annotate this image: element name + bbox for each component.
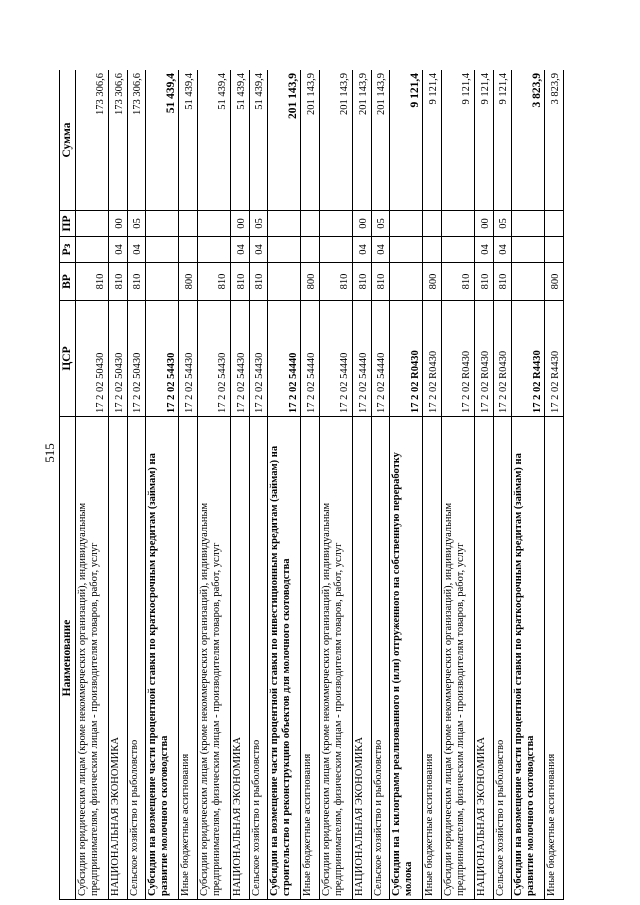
cell-rz (268, 237, 301, 263)
cell-rz (423, 237, 442, 263)
cell-csr: 17 2 02 54440 (301, 301, 320, 417)
cell-vr: 810 (493, 263, 512, 301)
cell-pr: 00 (353, 211, 372, 237)
table-row (127, 70, 146, 900)
cell-sum: 9 121,4 (423, 70, 442, 211)
cell-rz: 04 (475, 237, 494, 263)
cell-sum: 51 439,4 (197, 70, 230, 211)
cell-sum: 9 121,4 (441, 70, 474, 211)
cell-rz (319, 237, 352, 263)
table-row (179, 70, 198, 900)
cell-sum: 201 143,9 (268, 70, 301, 211)
cell-vr (146, 263, 179, 301)
cell-csr: 17 2 02 R0430 (493, 301, 512, 417)
cell-vr: 800 (301, 263, 320, 301)
cell-name: Субсидии юридическим лицам (кроме некоммерческих организаций), индивидуальным предпринимателям, физическим лицам - производителям товаров, работ, услуг (75, 417, 108, 900)
header-pr: ПР (60, 211, 76, 237)
cell-csr: 17 2 02 50430 (109, 301, 128, 417)
cell-name: Субсидии юридическим лицам (кроме некоммерческих организаций), индивидуальным предпринимателям, физическим лицам - производителям товаров, работ, услуг (197, 417, 230, 900)
table-row (353, 70, 372, 900)
table-row (75, 70, 108, 900)
cell-vr: 810 (109, 263, 128, 301)
cell-sum: 9 121,4 (493, 70, 512, 211)
cell-pr (441, 211, 474, 237)
cell-csr: 17 2 02 54430 (179, 301, 198, 417)
cell-rz (197, 237, 230, 263)
cell-pr (197, 211, 230, 237)
header-vr: ВР (60, 263, 76, 301)
cell-name: НАЦИОНАЛЬНАЯ ЭКОНОМИКА (109, 417, 128, 900)
table-row (301, 70, 320, 900)
cell-name: Субсидии на возмещение части процентной ставки по краткосрочным кредитам (займам) на развитие молочного скотоводства (146, 417, 179, 900)
cell-csr: 17 2 02 54430 (197, 301, 230, 417)
cell-sum: 3 823,9 (545, 70, 564, 211)
cell-csr: 17 2 02 50430 (127, 301, 146, 417)
cell-name: Субсидии юридическим лицам (кроме некоммерческих организаций), индивидуальным предпринимателям, физическим лицам - производителям товаров, работ, услуг (441, 417, 474, 900)
cell-vr: 800 (545, 263, 564, 301)
cell-sum: 173 306,6 (109, 70, 128, 211)
cell-pr (512, 211, 545, 237)
table-row (512, 70, 545, 900)
cell-vr: 810 (249, 263, 268, 301)
table-row (146, 70, 179, 900)
table-header-row (60, 70, 76, 900)
budget-table (59, 70, 564, 900)
cell-pr: 05 (371, 211, 390, 237)
cell-rz: 04 (231, 237, 250, 263)
table-row (268, 70, 301, 900)
cell-pr: 05 (249, 211, 268, 237)
cell-rz (512, 237, 545, 263)
cell-pr (390, 211, 423, 237)
cell-name: Иные бюджетные ассигнования (301, 417, 320, 900)
header-csr: ЦСР (60, 301, 76, 417)
cell-rz: 04 (371, 237, 390, 263)
cell-sum: 201 143,9 (371, 70, 390, 211)
table-row (197, 70, 230, 900)
rotated-table (59, 70, 564, 900)
cell-vr (268, 263, 301, 301)
budget-table-container (59, 70, 564, 900)
table-row (319, 70, 352, 900)
cell-sum: 51 439,4 (231, 70, 250, 211)
cell-vr: 810 (75, 263, 108, 301)
cell-rz: 04 (493, 237, 512, 263)
cell-vr (390, 263, 423, 301)
cell-vr: 810 (319, 263, 352, 301)
header-rz: Рз (60, 237, 76, 263)
table-body (75, 70, 563, 900)
cell-sum: 201 143,9 (319, 70, 352, 211)
cell-csr: 17 2 02 R0430 (390, 301, 423, 417)
cell-pr: 00 (231, 211, 250, 237)
cell-csr: 17 2 02 R4430 (545, 301, 564, 417)
cell-name: НАЦИОНАЛЬНАЯ ЭКОНОМИКА (475, 417, 494, 900)
cell-rz (545, 237, 564, 263)
cell-vr: 800 (179, 263, 198, 301)
cell-pr: 00 (475, 211, 494, 237)
cell-sum: 51 439,4 (179, 70, 198, 211)
cell-csr: 17 2 02 54430 (146, 301, 179, 417)
cell-name: Сельское хозяйство и рыболовство (249, 417, 268, 900)
cell-name: Сельское хозяйство и рыболовство (127, 417, 146, 900)
cell-csr: 17 2 02 54430 (231, 301, 250, 417)
cell-csr: 17 2 02 50430 (75, 301, 108, 417)
table-row (475, 70, 494, 900)
header-name: Наименование (60, 417, 76, 900)
cell-name: Субсидии на возмещение части процентной ставки по краткосрочным кредитам (займам) на развитие молочного скотоводства (512, 417, 545, 900)
cell-pr (268, 211, 301, 237)
cell-name: Иные бюджетные ассигнования (179, 417, 198, 900)
cell-rz (301, 237, 320, 263)
cell-rz (441, 237, 474, 263)
table-row (249, 70, 268, 900)
cell-rz (146, 237, 179, 263)
cell-sum: 9 121,4 (390, 70, 423, 211)
cell-sum: 173 306,6 (127, 70, 146, 211)
cell-rz: 04 (127, 237, 146, 263)
cell-name: Субсидии юридическим лицам (кроме некоммерческих организаций), индивидуальным предпринимателям, физическим лицам - производителям товаров, работ, услуг (319, 417, 352, 900)
table-row (231, 70, 250, 900)
cell-csr: 17 2 02 54440 (353, 301, 372, 417)
cell-vr: 810 (231, 263, 250, 301)
cell-csr: 17 2 02 54440 (371, 301, 390, 417)
table-row (493, 70, 512, 900)
cell-name: НАЦИОНАЛЬНАЯ ЭКОНОМИКА (231, 417, 250, 900)
cell-pr (301, 211, 320, 237)
cell-rz (390, 237, 423, 263)
cell-name: Иные бюджетные ассигнования (423, 417, 442, 900)
cell-sum: 9 121,4 (475, 70, 494, 211)
cell-vr: 810 (127, 263, 146, 301)
cell-vr: 810 (197, 263, 230, 301)
cell-pr (146, 211, 179, 237)
cell-name: Сельское хозяйство и рыболовство (493, 417, 512, 900)
cell-rz: 04 (249, 237, 268, 263)
table-row (441, 70, 474, 900)
cell-name: Субсидии на возмещение части процентной ставки по инвестиционным кредитам (займам) на строительство и реконструкцию объектов для молочного скотоводства (268, 417, 301, 900)
cell-sum: 173 306,6 (75, 70, 108, 211)
cell-rz (179, 237, 198, 263)
cell-sum: 51 439,4 (249, 70, 268, 211)
cell-vr: 800 (423, 263, 442, 301)
cell-csr: 17 2 02 54440 (268, 301, 301, 417)
cell-pr: 05 (127, 211, 146, 237)
cell-rz: 04 (109, 237, 128, 263)
cell-pr (545, 211, 564, 237)
cell-pr (423, 211, 442, 237)
cell-vr: 810 (475, 263, 494, 301)
cell-vr (512, 263, 545, 301)
cell-vr: 810 (371, 263, 390, 301)
cell-sum: 51 439,4 (146, 70, 179, 211)
cell-csr: 17 2 02 R0430 (423, 301, 442, 417)
cell-rz: 04 (353, 237, 372, 263)
cell-pr (319, 211, 352, 237)
cell-csr: 17 2 02 54430 (249, 301, 268, 417)
header-sum: Сумма (60, 70, 76, 211)
table-row (545, 70, 564, 900)
table-row (371, 70, 390, 900)
cell-name: Сельское хозяйство и рыболовство (371, 417, 390, 900)
cell-sum: 201 143,9 (353, 70, 372, 211)
cell-pr: 00 (109, 211, 128, 237)
cell-name: Иные бюджетные ассигнования (545, 417, 564, 900)
cell-pr: 05 (493, 211, 512, 237)
cell-sum: 201 143,9 (301, 70, 320, 211)
cell-rz (75, 237, 108, 263)
table-row (109, 70, 128, 900)
cell-sum: 3 823,9 (512, 70, 545, 211)
cell-csr: 17 2 02 R0430 (441, 301, 474, 417)
cell-pr (179, 211, 198, 237)
table-row (423, 70, 442, 900)
cell-csr: 17 2 02 R4430 (512, 301, 545, 417)
cell-csr: 17 2 02 R0430 (475, 301, 494, 417)
cell-name: Субсидии на 1 килограмм реализованного и (или) отгруженного на собственную переработку молока (390, 417, 423, 900)
cell-vr: 810 (441, 263, 474, 301)
cell-csr: 17 2 02 54440 (319, 301, 352, 417)
table-row (390, 70, 423, 900)
page-number: 515 (42, 443, 57, 463)
cell-name: НАЦИОНАЛЬНАЯ ЭКОНОМИКА (353, 417, 372, 900)
cell-pr (75, 211, 108, 237)
cell-vr: 810 (353, 263, 372, 301)
